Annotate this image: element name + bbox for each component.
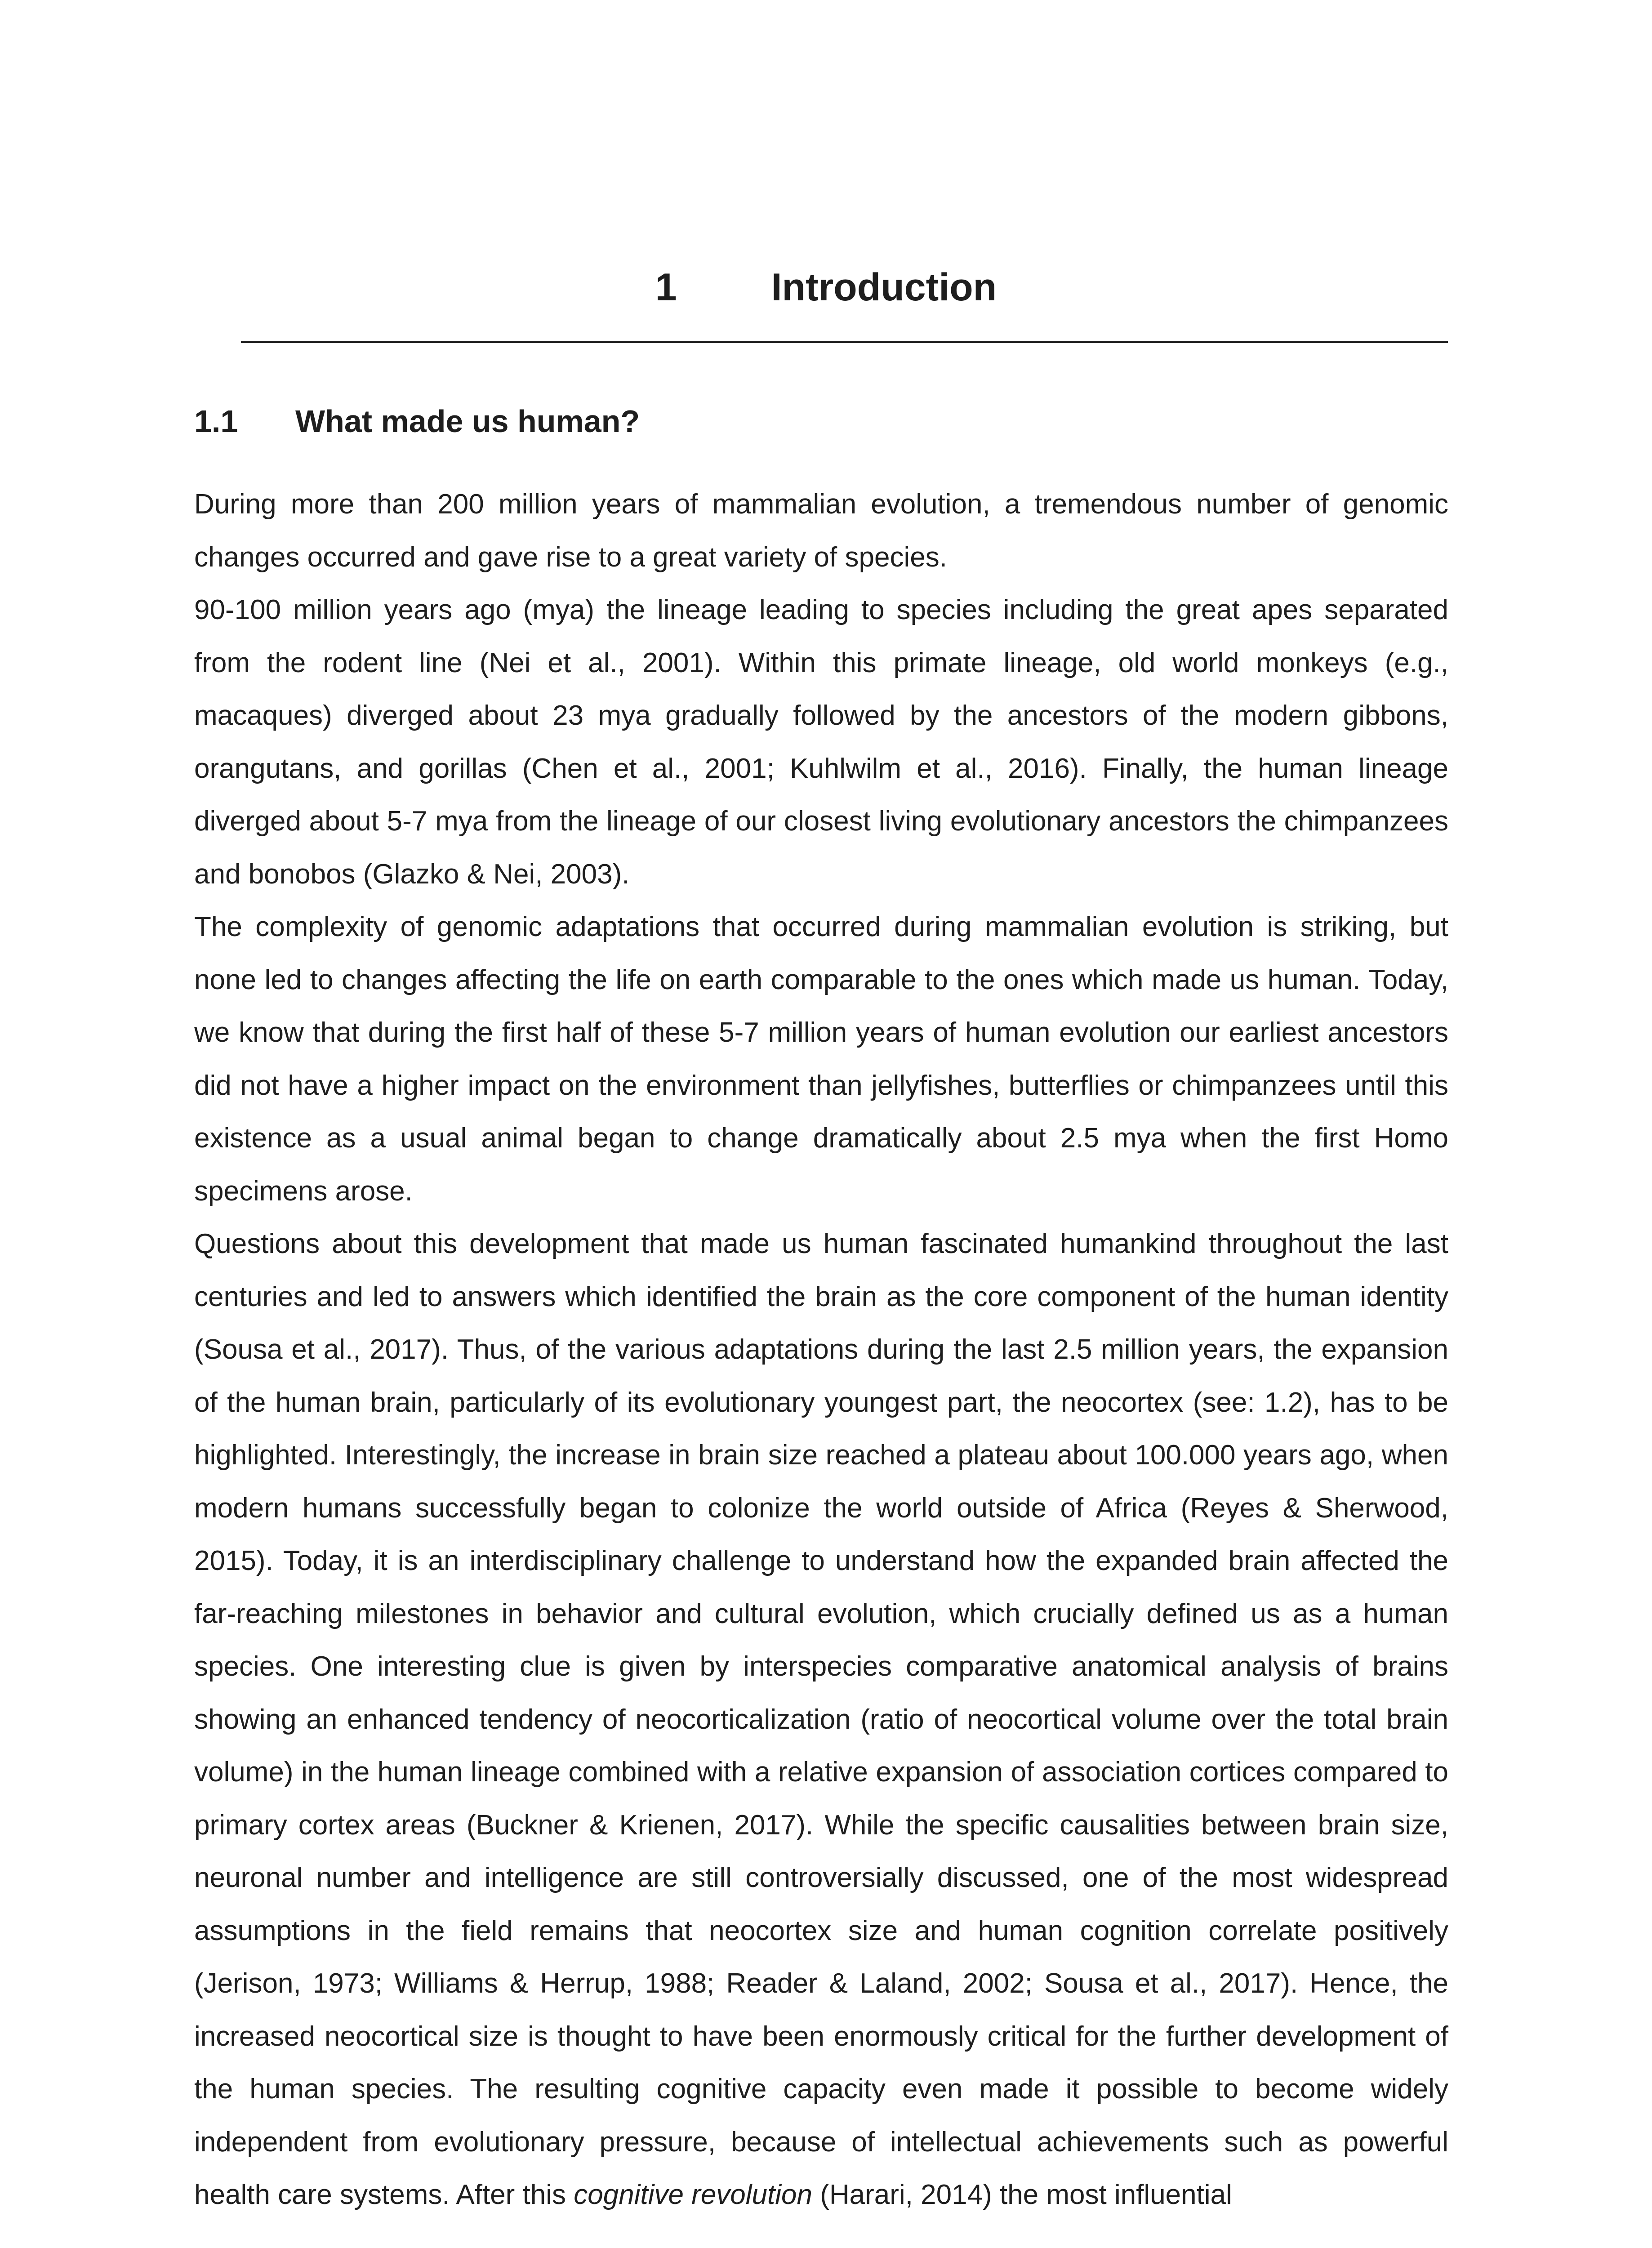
- paragraph-3: The complexity of genomic adaptations that occurred during mammalian evolution is striking, but none led to changes affecting the life on earth comparable to the ones which made us human. Today, we know that during the first half of these 5-7 million years of human evolution our earliest ancestors did not have a higher impact on the environment than jellyfishes, butterflies or chimpanzees until this existence as a usual animal began to change dramatically about 2.5 mya when the first Homo specimens arose.: [194, 911, 1448, 1207]
- section-heading: [194, 403, 640, 439]
- body-text: [194, 478, 1448, 2221]
- paragraph-1: During more than 200 million years of mammalian evolution, a tremendous number of genomic changes occurred and gave rise to a great variety of species.: [194, 489, 1448, 573]
- chapter-heading: [0, 265, 1652, 310]
- paragraph-4-tail: (Harari, 2014) the most influential: [820, 2179, 1232, 2210]
- italic-term: cognitive revolution: [574, 2179, 813, 2210]
- paragraph-2: 90-100 million years ago (mya) the lineage leading to species including the great apes separated from the rodent line (Nei et al., 2001). Within this primate lineage, old world monkeys (e.g., macaques) diverged about 23 mya gradually followed by the ancestors of the modern gibbons, orangutans, and gorillas (Chen et al., 2001; Kuhlwilm et al., 2016). Finally, the human lineage diverged about 5-7 mya from the lineage of our closest living evolutionary ancestors the chimpanzees and bonobos (Glazko & Nei, 2003).: [194, 594, 1448, 890]
- chapter-title: Introduction: [771, 266, 997, 309]
- section-number: 1.1: [194, 404, 238, 439]
- chapter-number: 1: [655, 266, 677, 309]
- chapter-divider: [241, 341, 1448, 343]
- section-title: What made us human?: [295, 404, 640, 439]
- paragraph-4-text: Questions about this development that made us human fascinated humankind throughout the last centuries and led to answers which identified the brain as the core component of the human identity (Sousa et al., 2017). Thus, of the various adaptations during the last 2.5 million years, the expansion of the human brain, particularly of its evolutionary youngest part, the neocortex (see: 1.2), has to be highlighted. Interestingly, the increase in brain size reached a plateau about 100.000 years ago, when modern humans successfully began to colonize the world outside of Africa (Reyes & Sherwood, 2015). Today, it is an interdisciplinary challenge to understand how the expanded brain affected the far-reaching milestones in behavior and cultural evolution, which crucially defined us as a human species. One interesting clue is given by interspecies comparative anatomical analysis of brains showing an enhanced tendency of neocorticalization (ratio of neocortical volume over the total brain volume) in the human lineage combined with a relative expansion of association cortices compared to primary cortex areas (Buckner & Krienen, 2017). While the specific causalities between brain size, neuronal number and intelligence are still controversially discussed, one of the most widespread assumptions in the field remains that neocortex size and human cognition correlate positively (Jerison, 1973; Williams & Herrup, 1988; Reader & Laland, 2002; Sousa et al., 2017). Hence, the increased neocortical size is thought to have been enormously critical for the further development of the human species. The resulting cognitive capacity even made it possible to become widely independent from evolutionary pressure, because of intellectual achievements such as powerful health care systems. After this: [194, 1228, 1448, 2210]
- paragraph-4: [194, 1218, 1448, 2221]
